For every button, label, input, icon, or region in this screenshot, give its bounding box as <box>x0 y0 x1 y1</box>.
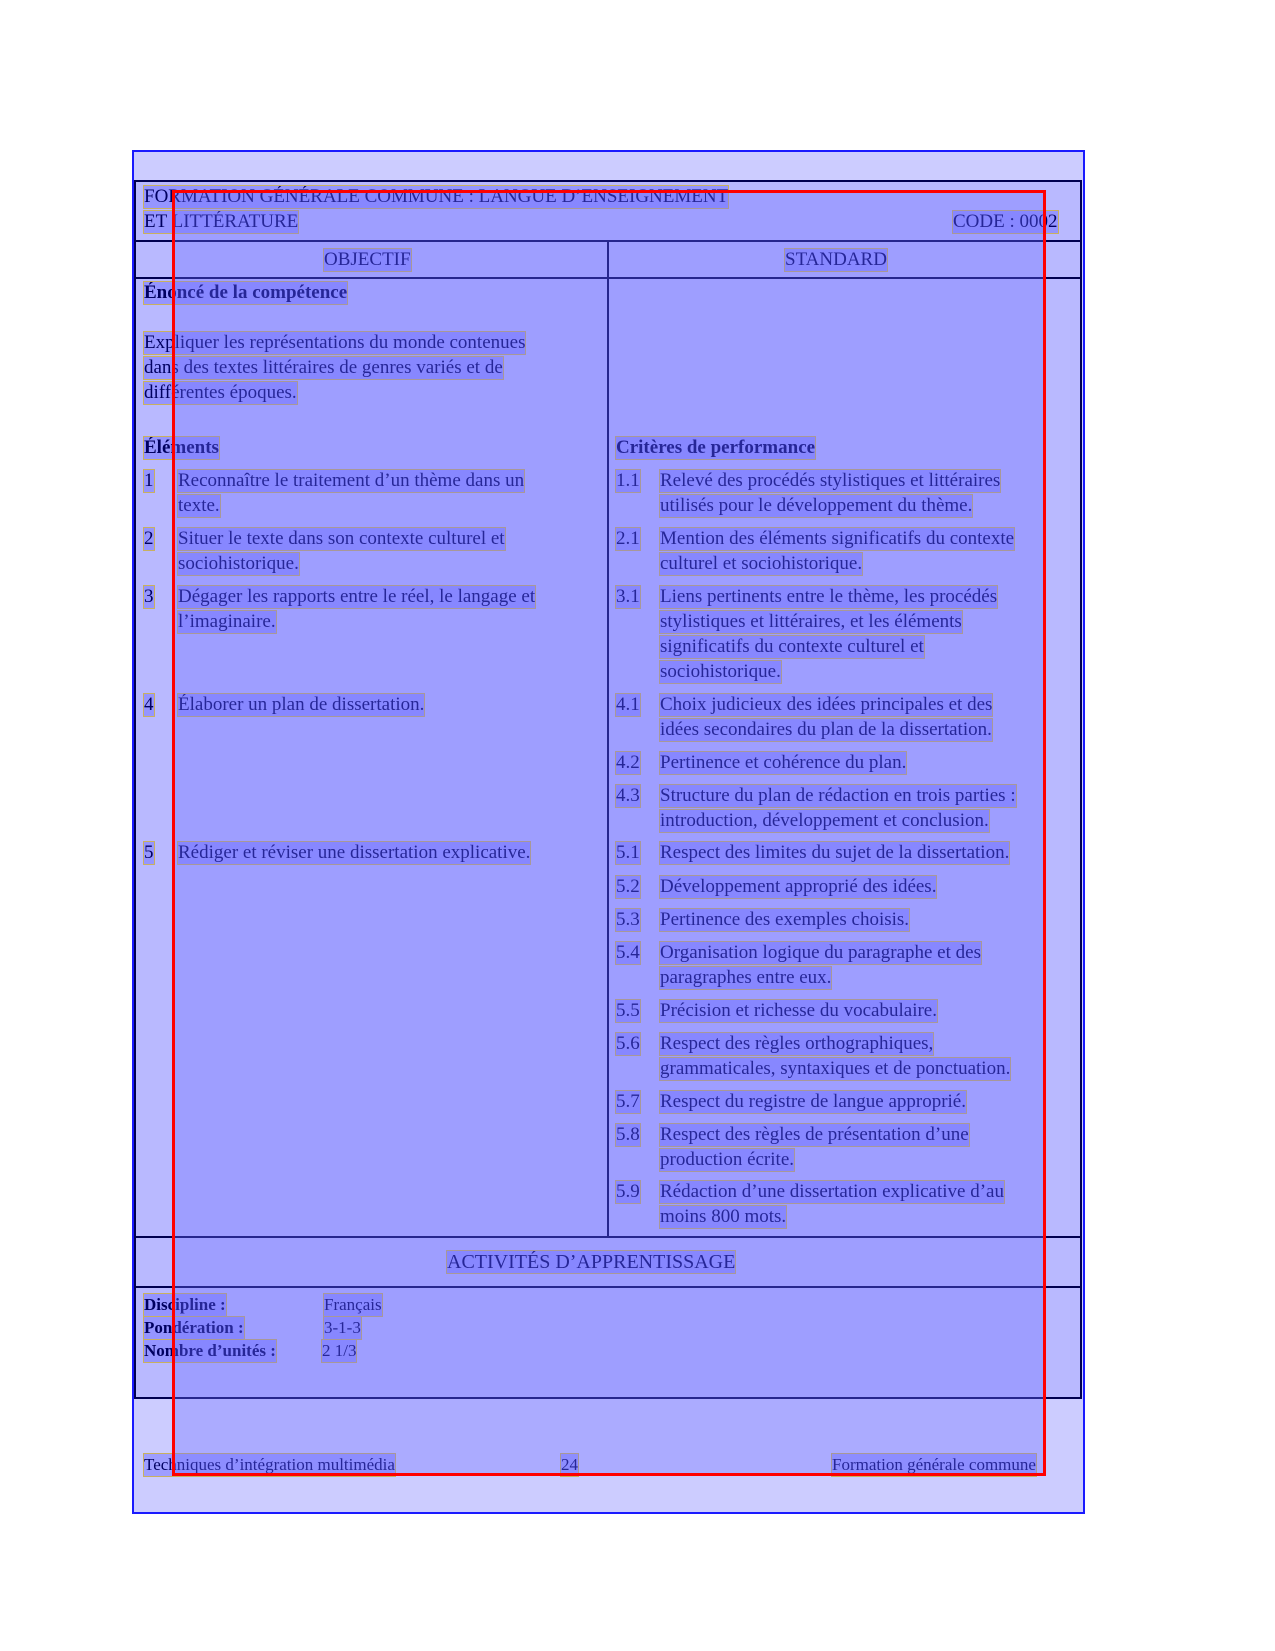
element-number: 3 <box>144 586 154 607</box>
activities-title: ACTIVITÉS D’APPRENTISSAGE <box>447 1251 736 1273</box>
criterion-text: Choix judicieux des idées principales et des <box>660 694 993 715</box>
criterion-number: 4.2 <box>616 752 640 773</box>
element-text: Rédiger et réviser une dissertation explicative. <box>178 842 531 863</box>
criterion-number: 5.4 <box>616 942 640 963</box>
column-standard: STANDARD <box>785 249 887 270</box>
criterion-number: 4.3 <box>616 785 640 806</box>
elements-heading: Éléments <box>144 437 219 458</box>
criterion-text: Respect des règles de présentation d’une <box>660 1124 969 1145</box>
criterion-text: significatifs du contexte culturel et <box>660 636 924 657</box>
element-number: 5 <box>144 842 154 863</box>
unites-value: 2 1/3 <box>322 1341 357 1360</box>
competence-line: dans des textes littéraires de genres variés et de <box>144 357 503 378</box>
criterion-number: 5.6 <box>616 1033 640 1054</box>
discipline-label: Discipline : <box>144 1295 226 1314</box>
element-text: Reconnaître le traitement d’un thème dans un <box>178 470 525 491</box>
divider <box>134 1236 1080 1238</box>
footer-left: Techniques d’intégration multimédia <box>144 1455 395 1474</box>
criterion-text: sociohistorique. <box>660 661 781 682</box>
unites-label: Nombre d’unités : <box>144 1341 276 1360</box>
competence-line: différentes époques. <box>144 382 297 403</box>
criterion-text: idées secondaires du plan de la dissertation. <box>660 719 992 740</box>
criterion-text: Pertinence des exemples choisis. <box>660 909 910 930</box>
criterion-text: introduction, développement et conclusion. <box>660 810 989 831</box>
criterion-text: Rédaction d’une dissertation explicative d’au <box>660 1181 1004 1202</box>
criterion-text: grammaticales, syntaxiques et de ponctuation. <box>660 1058 1011 1079</box>
column-divider <box>607 240 609 1237</box>
column-objective: OBJECTIF <box>324 249 411 270</box>
ponderation-value: 3-1-3 <box>324 1318 361 1337</box>
criterion-text: paragraphes entre eux. <box>660 967 832 988</box>
criterion-text: moins 800 mots. <box>660 1206 787 1227</box>
header-title-line2: ET LITTÉRATURE <box>144 211 299 232</box>
criterion-number: 5.5 <box>616 1000 640 1021</box>
element-text: l’imaginaire. <box>178 611 276 632</box>
criterion-number: 5.7 <box>616 1091 640 1112</box>
criterion-text: Respect du registre de langue approprié. <box>660 1091 966 1112</box>
competence-line: Expliquer les représentations du monde contenues <box>144 332 526 353</box>
element-number: 2 <box>144 528 154 549</box>
element-text: Situer le texte dans son contexte culturel et <box>178 528 505 549</box>
criterion-text: Liens pertinents entre le thème, les procédés <box>660 586 998 607</box>
criterion-number: 5.1 <box>616 842 640 863</box>
element-text: texte. <box>178 495 220 516</box>
criterion-number: 4.1 <box>616 694 640 715</box>
criteria-heading: Critères de performance <box>616 437 816 458</box>
criterion-number: 5.9 <box>616 1181 640 1202</box>
criterion-text: Pertinence et cohérence du plan. <box>660 752 907 773</box>
ponderation-label: Pondération : <box>144 1318 244 1337</box>
element-number: 1 <box>144 470 154 491</box>
criterion-text: Organisation logique du paragraphe et des <box>660 942 981 963</box>
criterion-text: production écrite. <box>660 1149 795 1170</box>
criterion-number: 5.8 <box>616 1124 640 1145</box>
element-text: Élaborer un plan de dissertation. <box>178 694 425 715</box>
criterion-number: 1.1 <box>616 470 640 491</box>
footer-right: Formation générale commune <box>832 1455 1036 1474</box>
element-text: Dégager les rapports entre le réel, le langage et <box>178 586 536 607</box>
criterion-number: 5.3 <box>616 909 640 930</box>
criterion-text: Respect des limites du sujet de la dissertation. <box>660 842 1010 863</box>
criterion-text: culturel et sociohistorique. <box>660 553 863 574</box>
criterion-text: Précision et richesse du vocabulaire. <box>660 1000 937 1021</box>
header-code: CODE : 0002 <box>953 211 1058 232</box>
discipline-value: Français <box>324 1295 382 1314</box>
criterion-text: Structure du plan de rédaction en trois parties : <box>660 785 1016 806</box>
competence-heading: Énoncé de la compétence <box>144 282 348 303</box>
criterion-text: stylistiques et littéraires, et les éléments <box>660 611 962 632</box>
criterion-number: 3.1 <box>616 586 640 607</box>
criterion-text: Mention des éléments significatifs du contexte <box>660 528 1015 549</box>
criterion-text: Relevé des procédés stylistiques et littéraires <box>660 470 1001 491</box>
header-title-line1: FORMATION GÉNÉRALE COMMUNE : LANGUE D’ENSEIGNEMENT <box>144 186 729 207</box>
element-text: sociohistorique. <box>178 553 299 574</box>
footer-page-number: 24 <box>561 1455 578 1474</box>
element-number: 4 <box>144 694 154 715</box>
criterion-number: 2.1 <box>616 528 640 549</box>
criterion-text: Développement approprié des idées. <box>660 876 937 897</box>
criterion-text: Respect des règles orthographiques, <box>660 1033 934 1054</box>
criterion-number: 5.2 <box>616 876 640 897</box>
criterion-text: utilisés pour le développement du thème. <box>660 495 973 516</box>
divider <box>134 1286 1080 1288</box>
